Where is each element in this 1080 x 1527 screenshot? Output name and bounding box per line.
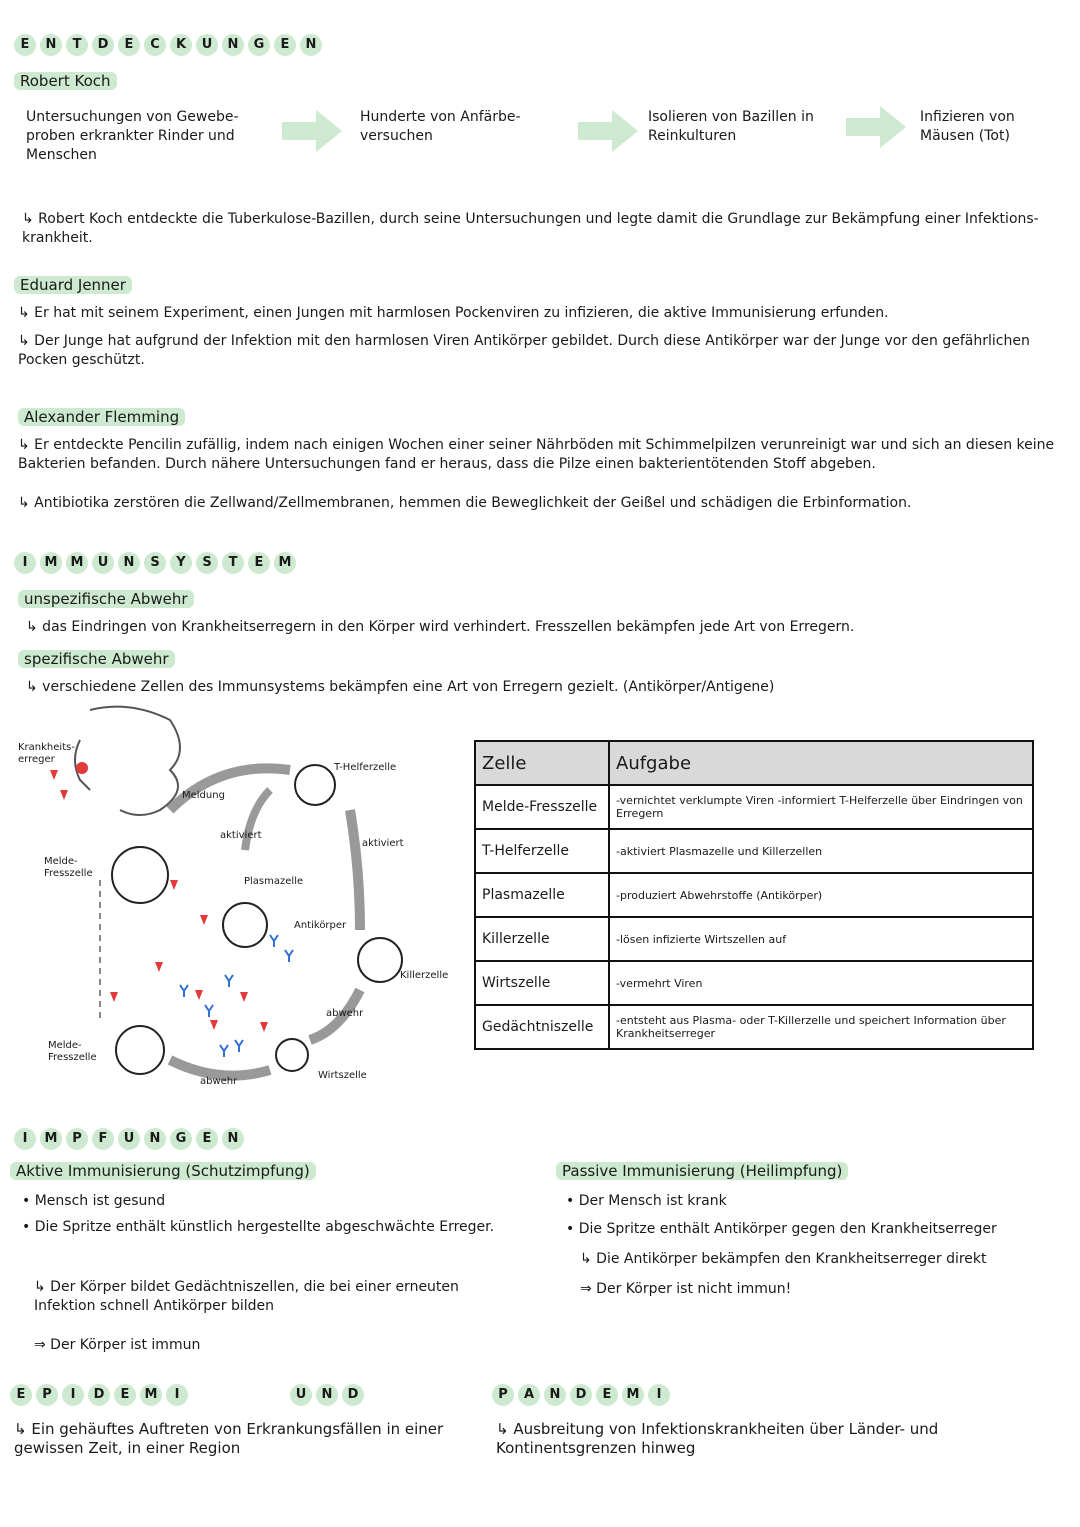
arrow-activated-killer xyxy=(350,810,360,930)
koch-step-4: Infizieren von Mäusen (Tot) xyxy=(920,109,1015,144)
table-cell-task: -entsteht aus Plasma- oder T-Killerzelle und speichert Information über Krankheitserreger xyxy=(609,1005,1033,1049)
arrow-icon xyxy=(578,108,640,154)
host-cell xyxy=(276,1039,308,1071)
table-cell-name: Gedächtniszelle xyxy=(475,1005,609,1049)
helper-cell xyxy=(295,765,335,805)
table-cell-task: -vernichtet verklumpte Viren -informiert T-Helferzelle über Eindringen von Erregern xyxy=(609,785,1033,829)
diagram-activated-killer-label: aktiviert xyxy=(362,838,404,849)
diagram-antibody-label: Antikörper xyxy=(294,920,347,931)
antibody-marks xyxy=(180,935,293,1057)
jenner-line-1: ↳ Er hat mit seinem Experiment, einen Jungen mit harmlosen Pockenviren zu infizieren, die aktive Immunisierung erfunden. xyxy=(18,305,889,321)
section-title-immune: I M M U N S Y S T E M xyxy=(14,552,296,574)
cell-table xyxy=(474,740,1034,1050)
diagram-pathogen-label: Krankheits-erreger xyxy=(18,742,75,765)
diagram-report-label: Meldung xyxy=(182,790,225,801)
koch-step-1: Untersuchungen von Gewebe-proben erkrankter Rinder und Menschen xyxy=(26,109,239,163)
active-line-2: • Die Spritze enthält künstlich hergestellte abgeschwächte Erreger. xyxy=(22,1219,495,1235)
active-line-1: • Mensch ist gesund xyxy=(22,1193,166,1209)
table-row xyxy=(475,829,1033,873)
fleming-line-1: ↳ Er entdeckte Pencilin zufällig, indem nach einigen Wochen einer seiner Nährböden mit Schimmelpilzen verunreinigt war und sich an diesen keine Bakterien befanden. Durch nähere Untersuchungen fand er heraus, dass die Pilze einen bakterientötenden Stoff abgeben. xyxy=(18,437,1055,472)
table-cell-name: T-Helferzelle xyxy=(475,829,609,873)
active-line-3: ↳ Der Körper bildet Gedächtniszellen, die bei einer erneuten Infektion schnell Antikörper bilden xyxy=(34,1279,459,1314)
passive-title: Passive Immunisierung (Heilimpfung) xyxy=(556,1162,848,1180)
passive-line-1: • Der Mensch ist krank xyxy=(566,1193,727,1209)
table-row xyxy=(475,961,1033,1005)
diagram-phagocyte-bottom-label: Melde-Fresszelle xyxy=(48,1040,97,1063)
pathogen-marks xyxy=(50,770,268,1032)
table-cell-name: Plasmazelle xyxy=(475,873,609,917)
table-header-row xyxy=(475,741,1033,785)
table-cell-task: -vermehrt Viren xyxy=(609,961,1033,1005)
koch-step-3: Isolieren von Bazillen in Reinkulturen xyxy=(648,109,814,144)
diagram-defense-right-label: abwehr xyxy=(326,1008,364,1019)
passive-line-3: ↳ Die Antikörper bekämpfen den Krankheitserreger direkt xyxy=(580,1251,987,1267)
passive-line-2: • Die Spritze enthält Antikörper gegen den Krankheitserreger xyxy=(566,1221,997,1237)
table-cell-task: -lösen infizierte Wirtszellen auf xyxy=(609,917,1033,961)
diagram-plasma-label: Plasmazelle xyxy=(244,876,304,887)
section-title-and: U N D xyxy=(290,1384,364,1406)
active-title: Aktive Immunisierung (Schutzimpfung) xyxy=(10,1162,316,1180)
sr-pandemic xyxy=(0,0,1,1)
diagram-host-label: Wirtszelle xyxy=(318,1070,367,1081)
diagram-phagocyte-top-label: Melde-Fresszelle xyxy=(44,856,93,879)
koch-name: Robert Koch xyxy=(14,72,117,90)
table-cell-task: -aktiviert Plasmazelle und Killerzellen xyxy=(609,829,1033,873)
section-title-vaccines: I M P F U N G E N xyxy=(14,1128,244,1150)
table-cell-name: Wirtszelle xyxy=(475,961,609,1005)
head-outline xyxy=(90,707,180,815)
fleming-name: Alexander Flemming xyxy=(18,408,185,426)
specific-text: ↳ verschiedene Zellen des Immunsystems bekämpfen eine Art von Erregern gezielt. (Antikörper/Antigene) xyxy=(26,679,775,695)
table-row xyxy=(475,1005,1033,1049)
arrow-icon xyxy=(282,108,344,154)
table-header-task: Aufgabe xyxy=(609,741,1033,785)
fleming-line-2: ↳ Antibiotika zerstören die Zellwand/Zellmembranen, hemmen die Beweglichkeit der Geißel und schädigen die Erbinformation. xyxy=(18,495,912,511)
phagocyte-top xyxy=(112,847,168,903)
diagram-helper-label: T-Helferzelle xyxy=(334,762,397,773)
table-cell-task: -produziert Abwehrstoffe (Antikörper) xyxy=(609,873,1033,917)
arrow-defense-bottom xyxy=(170,1060,270,1076)
table-cell-name: Melde-Fresszelle xyxy=(475,785,609,829)
jenner-line-2: ↳ Der Junge hat aufgrund der Infektion mit den harmlosen Viren Antikörper gebildet. Durch diese Antikörper war der Junge vor den gefährlichen Pocken geschützt. xyxy=(18,333,1030,368)
epidemic-text: ↳ Ein gehäuftes Auftreten von Erkrankungsfällen in einer gewissen Zeit, in einer Region xyxy=(14,1420,444,1457)
plasma-cell xyxy=(223,903,267,947)
unspecific-title: unspezifische Abwehr xyxy=(18,590,194,608)
unspecific-text: ↳ das Eindringen von Krankheitserregern in den Körper wird verhindert. Fresszellen bekämpfen jede Art von Erregern. xyxy=(26,619,855,635)
section-title-discoveries: E N T D E C K U N G E N xyxy=(14,34,322,56)
section-title-pandemic: P A N D E M I xyxy=(492,1384,670,1406)
phagocyte-bottom xyxy=(116,1026,164,1074)
specific-title: spezifische Abwehr xyxy=(18,650,175,668)
diagram-activated-plasma-label: aktiviert xyxy=(220,830,262,841)
diagram-killer-label: Killerzelle xyxy=(400,970,449,981)
table-row xyxy=(475,785,1033,829)
arrow-icon xyxy=(846,104,908,150)
table-header-cell: Zelle xyxy=(475,741,609,785)
section-title-epidemic: E P I D E M I xyxy=(10,1384,188,1406)
table-cell-name: Killerzelle xyxy=(475,917,609,961)
table-row xyxy=(475,917,1033,961)
passive-line-4: ⇒ Der Körper ist nicht immun! xyxy=(580,1281,792,1297)
diagram-defense-bottom-label: abwehr xyxy=(200,1076,238,1087)
pandemic-text: ↳ Ausbreitung von Infektionskrankheiten über Länder- und Kontinentsgrenzen hinweg xyxy=(496,1420,939,1457)
koch-step-2: Hunderte von Anfärbe-versuchen xyxy=(360,109,521,144)
active-line-4: ⇒ Der Körper ist immun xyxy=(34,1337,201,1353)
jenner-name: Eduard Jenner xyxy=(14,276,132,294)
killer-cell xyxy=(358,938,402,982)
koch-note: ↳ Robert Koch entdeckte die Tuberkulose-Bazillen, durch seine Untersuchungen und legte damit die Grundlage zur Bekämpfung einer Infektions-krankheit. xyxy=(22,211,1039,246)
table-row xyxy=(475,873,1033,917)
